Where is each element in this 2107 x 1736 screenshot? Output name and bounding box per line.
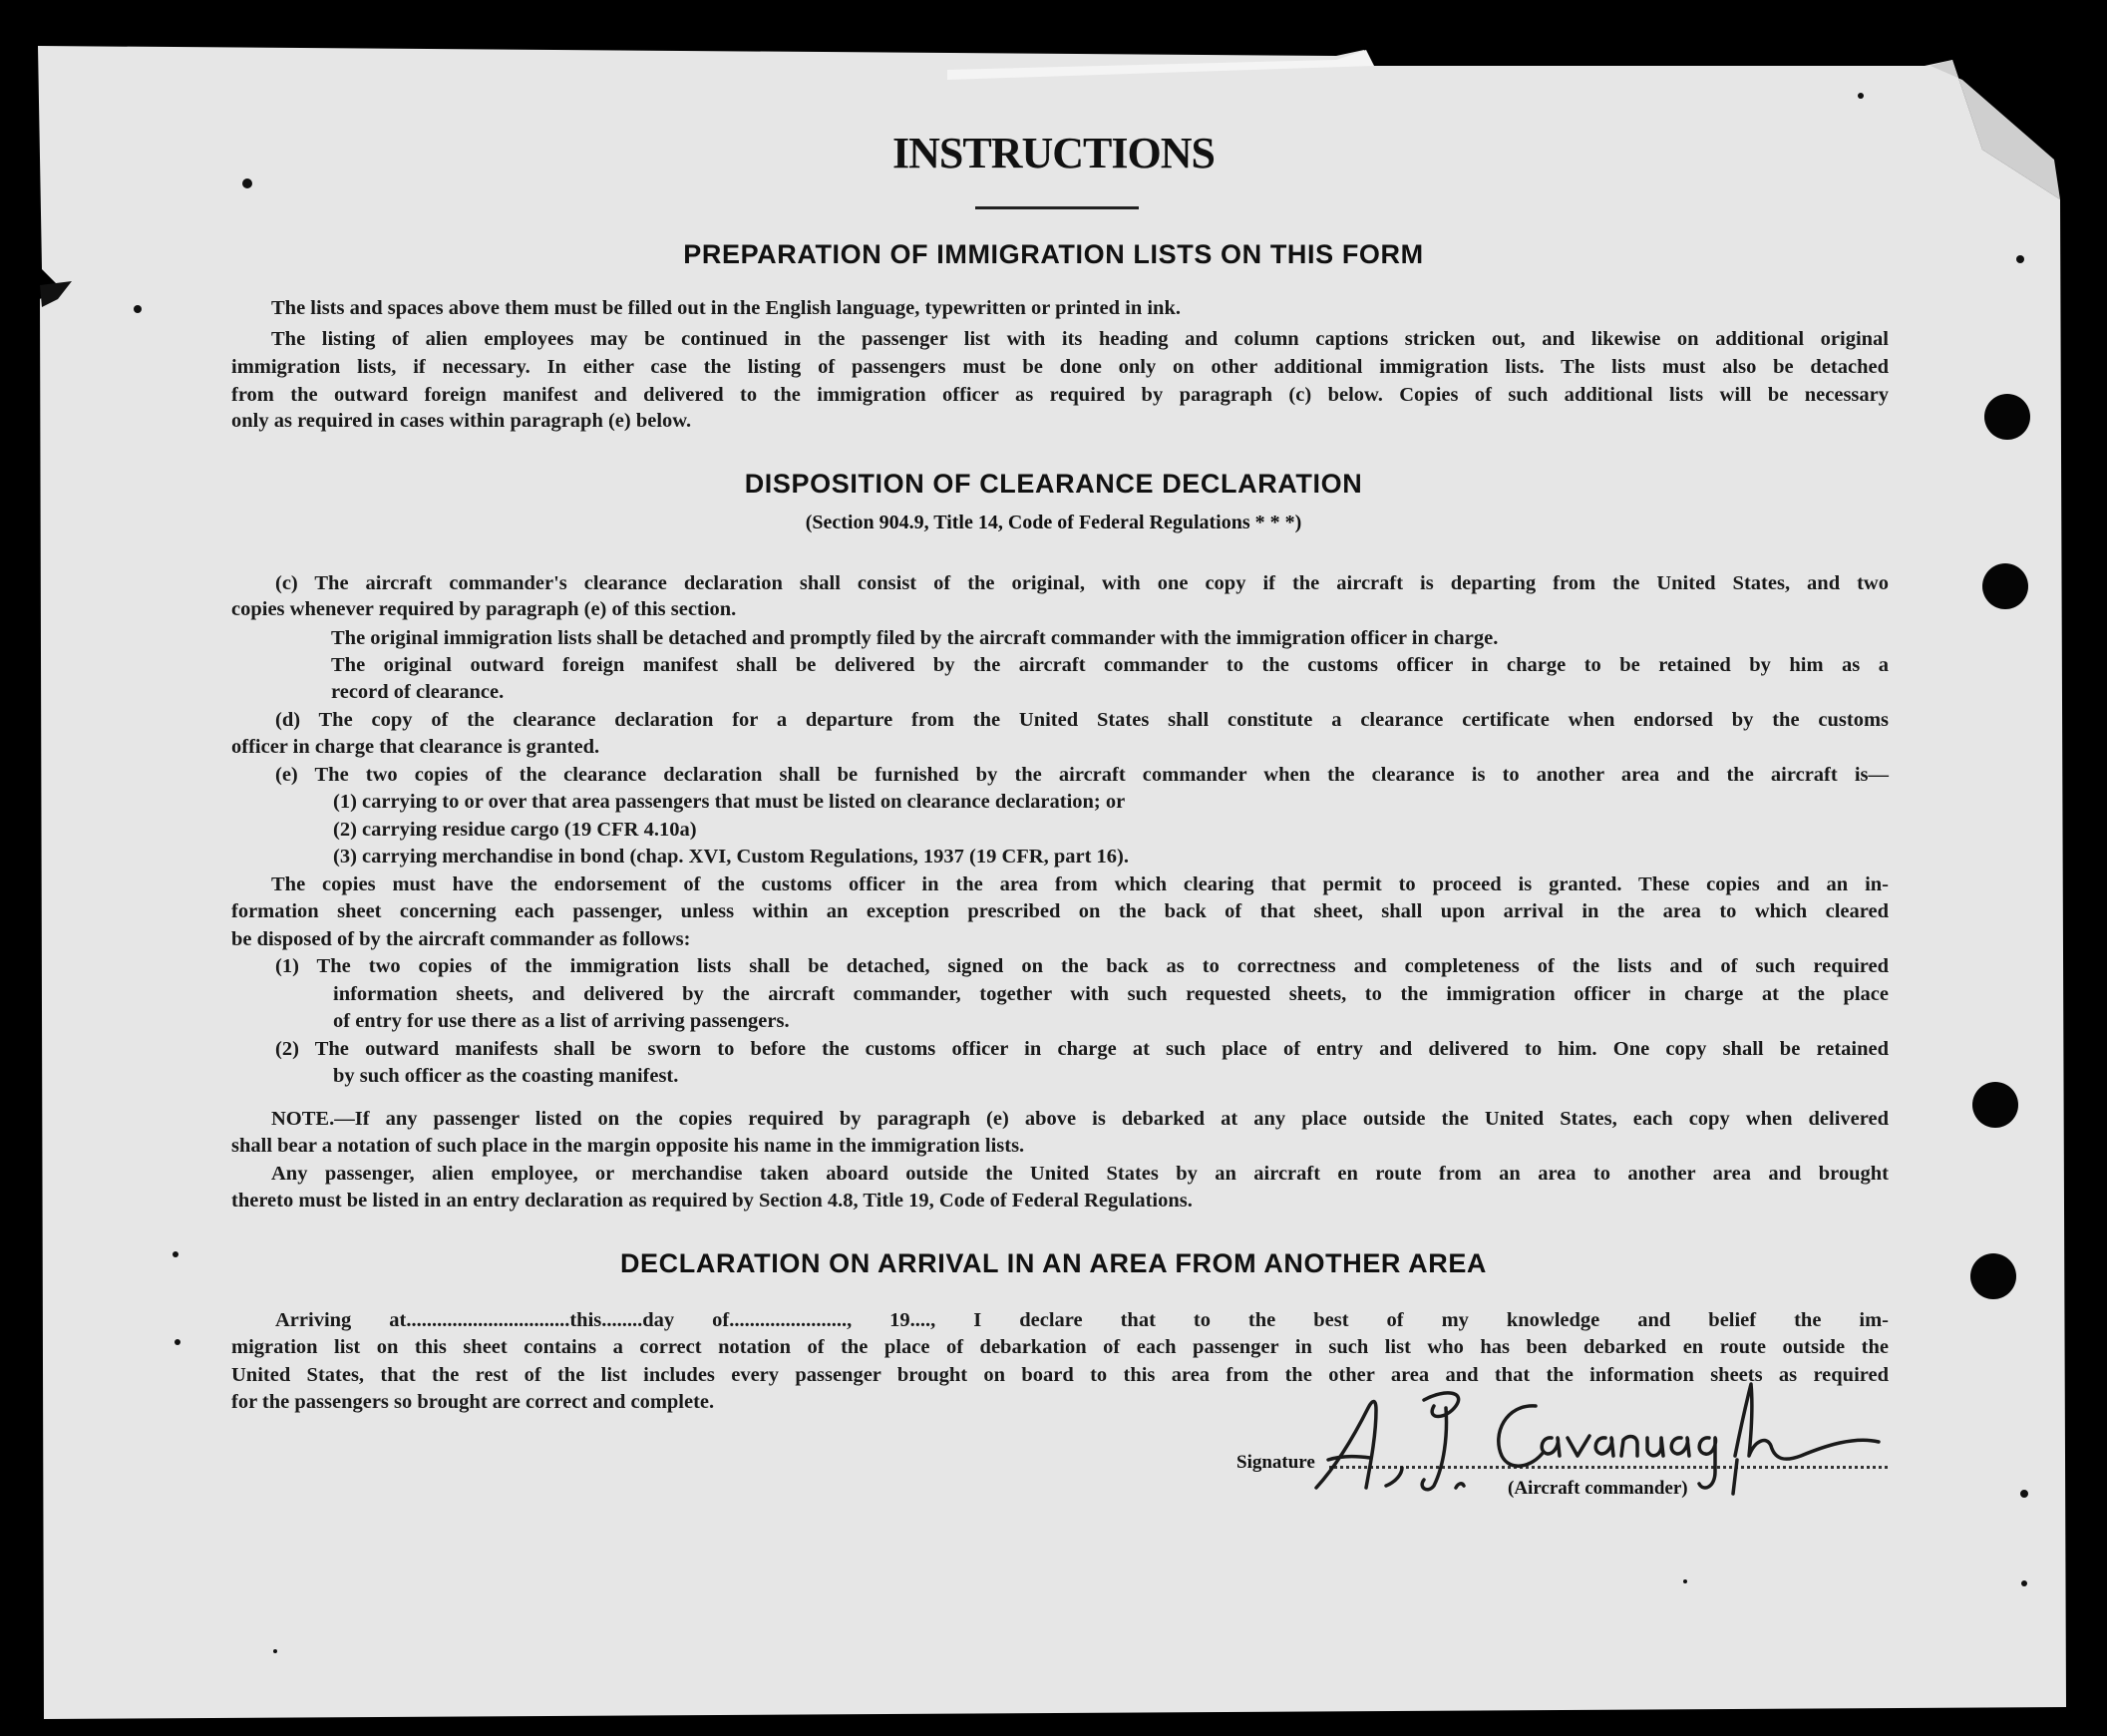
disp-line: (d) The copy of the clearance declaration for a departure from the United States shall constitute a clearance certificate when endorsed by the customs [275, 709, 1889, 731]
prep-heading: PREPARATION OF IMMIGRATION LISTS ON THIS FORM [683, 239, 1424, 269]
decl-line: United States, that the rest of the list includes every passenger brought on board to this area from the other area and that the information sheets as required [231, 1364, 1889, 1386]
decl-heading: DECLARATION ON ARRIVAL IN AN AREA FROM ANOTHER AREA [619, 1248, 1488, 1278]
handwritten-signature [1306, 1376, 1895, 1506]
page-title: INSTRUCTIONS [892, 129, 1215, 177]
note-line: shall bear a notation of such place in the margin opposite his name in the immigration lists. [231, 1135, 1025, 1157]
note-line: thereto must be listed in an entry declaration as required by Section 4.8, Title 19, Code of Federal Regulations. [231, 1190, 1193, 1212]
disp-line: (2) carrying residue cargo (19 CFR 4.10a) [333, 819, 697, 841]
note-line: NOTE.—If any passenger listed on the copies required by paragraph (e) above is debarked at any place outside the United States, each copy when delivered [271, 1108, 1889, 1130]
disp-line: (c) The aircraft commander's clearance declaration shall consist of the original, with one copy if the aircraft is departing from the United States, and two [275, 572, 1889, 594]
disp-line: by such officer as the coasting manifest. [333, 1065, 679, 1087]
prep-line: The lists and spaces above them must be filled out in the English language, typewritten or printed in ink. [271, 297, 1181, 319]
disp-line: (3) carrying merchandise in bond (chap. XVI, Custom Regulations, 1937 (19 CFR, part 16). [333, 846, 1129, 868]
disp-line: (1) The two copies of the immigration lists shall be detached, signed on the back as to correctness and completeness of the lists and of such required [275, 955, 1889, 977]
signature-role: (Aircraft commander) [1508, 1478, 1688, 1499]
disp-line: record of clearance. [331, 681, 505, 703]
disp-line: officer in charge that clearance is granted. [231, 736, 600, 758]
signature-label: Signature [1236, 1452, 1315, 1473]
disp-line: be disposed of by the aircraft commander as follows: [231, 928, 691, 950]
disp-line: copies whenever required by paragraph (e) of this section. [231, 598, 737, 620]
disp-line: of entry for use there as a list of arriving passengers. [333, 1010, 790, 1032]
disp-line: The original immigration lists shall be detached and promptly filed by the aircraft commander with the immigration officer in charge. [331, 627, 1499, 649]
note-line: Any passenger, alien employee, or merchandise taken aboard outside the United States by an aircraft en route from an area to another area and brought [271, 1163, 1889, 1185]
prep-line: only as required in cases within paragraph (e) below. [231, 410, 692, 432]
disp-subheading: (Section 904.9, Title 14, Code of Federal Regulations * * *) [805, 512, 1302, 533]
disp-line: formation sheet concerning each passenger, unless within an exception prescribed on the back of that sheet, shall upon arrival in the area to which cleared [231, 900, 1889, 922]
title-underline [975, 206, 1139, 209]
disp-line: information sheets, and delivered by the aircraft commander, together with such requested sheets, to the immigration officer in charge at the place [333, 983, 1889, 1005]
disp-line: The copies must have the endorsement of the customs officer in the area from which clearing that permit to proceed is granted. These copies and an in- [271, 873, 1889, 895]
disp-heading: DISPOSITION OF CLEARANCE DECLARATION [744, 469, 1363, 499]
disp-line: (1) carrying to or over that area passengers that must be listed on clearance declaration; or [333, 791, 1126, 813]
disp-line: (e) The two copies of the clearance declaration shall be furnished by the aircraft commander when the clearance is to another area and the aircraft is— [275, 764, 1889, 786]
decl-line: for the passengers so brought are correct and complete. [231, 1391, 715, 1413]
prep-line: immigration lists, if necessary. In either case the listing of passengers must be done only on other additional immigration lists. The lists must also be detached [231, 356, 1889, 378]
disp-line: The original outward foreign manifest shall be delivered by the aircraft commander to the customs officer in charge to be retained by him as a [331, 654, 1889, 676]
decl-line: Arriving at................................this........day of......................., 19...., I declare that to the best of my knowledge and belief the im- [275, 1309, 1889, 1331]
decl-line: migration list on this sheet contains a correct notation of the place of debarkation of each passenger in such list who has been debarked en route outside the [231, 1336, 1889, 1358]
disp-line: (2) The outward manifests shall be sworn to before the customs officer in charge at such place of entry and delivered to him. One copy shall be retained [275, 1038, 1889, 1060]
prep-line: from the outward foreign manifest and delivered to the immigration officer as required by paragraph (c) below. Copies of such additional lists will be necessary [231, 384, 1889, 406]
prep-line: The listing of alien employees may be continued in the passenger list with its heading and column captions stricken out, and likewise on additional original [271, 328, 1889, 350]
